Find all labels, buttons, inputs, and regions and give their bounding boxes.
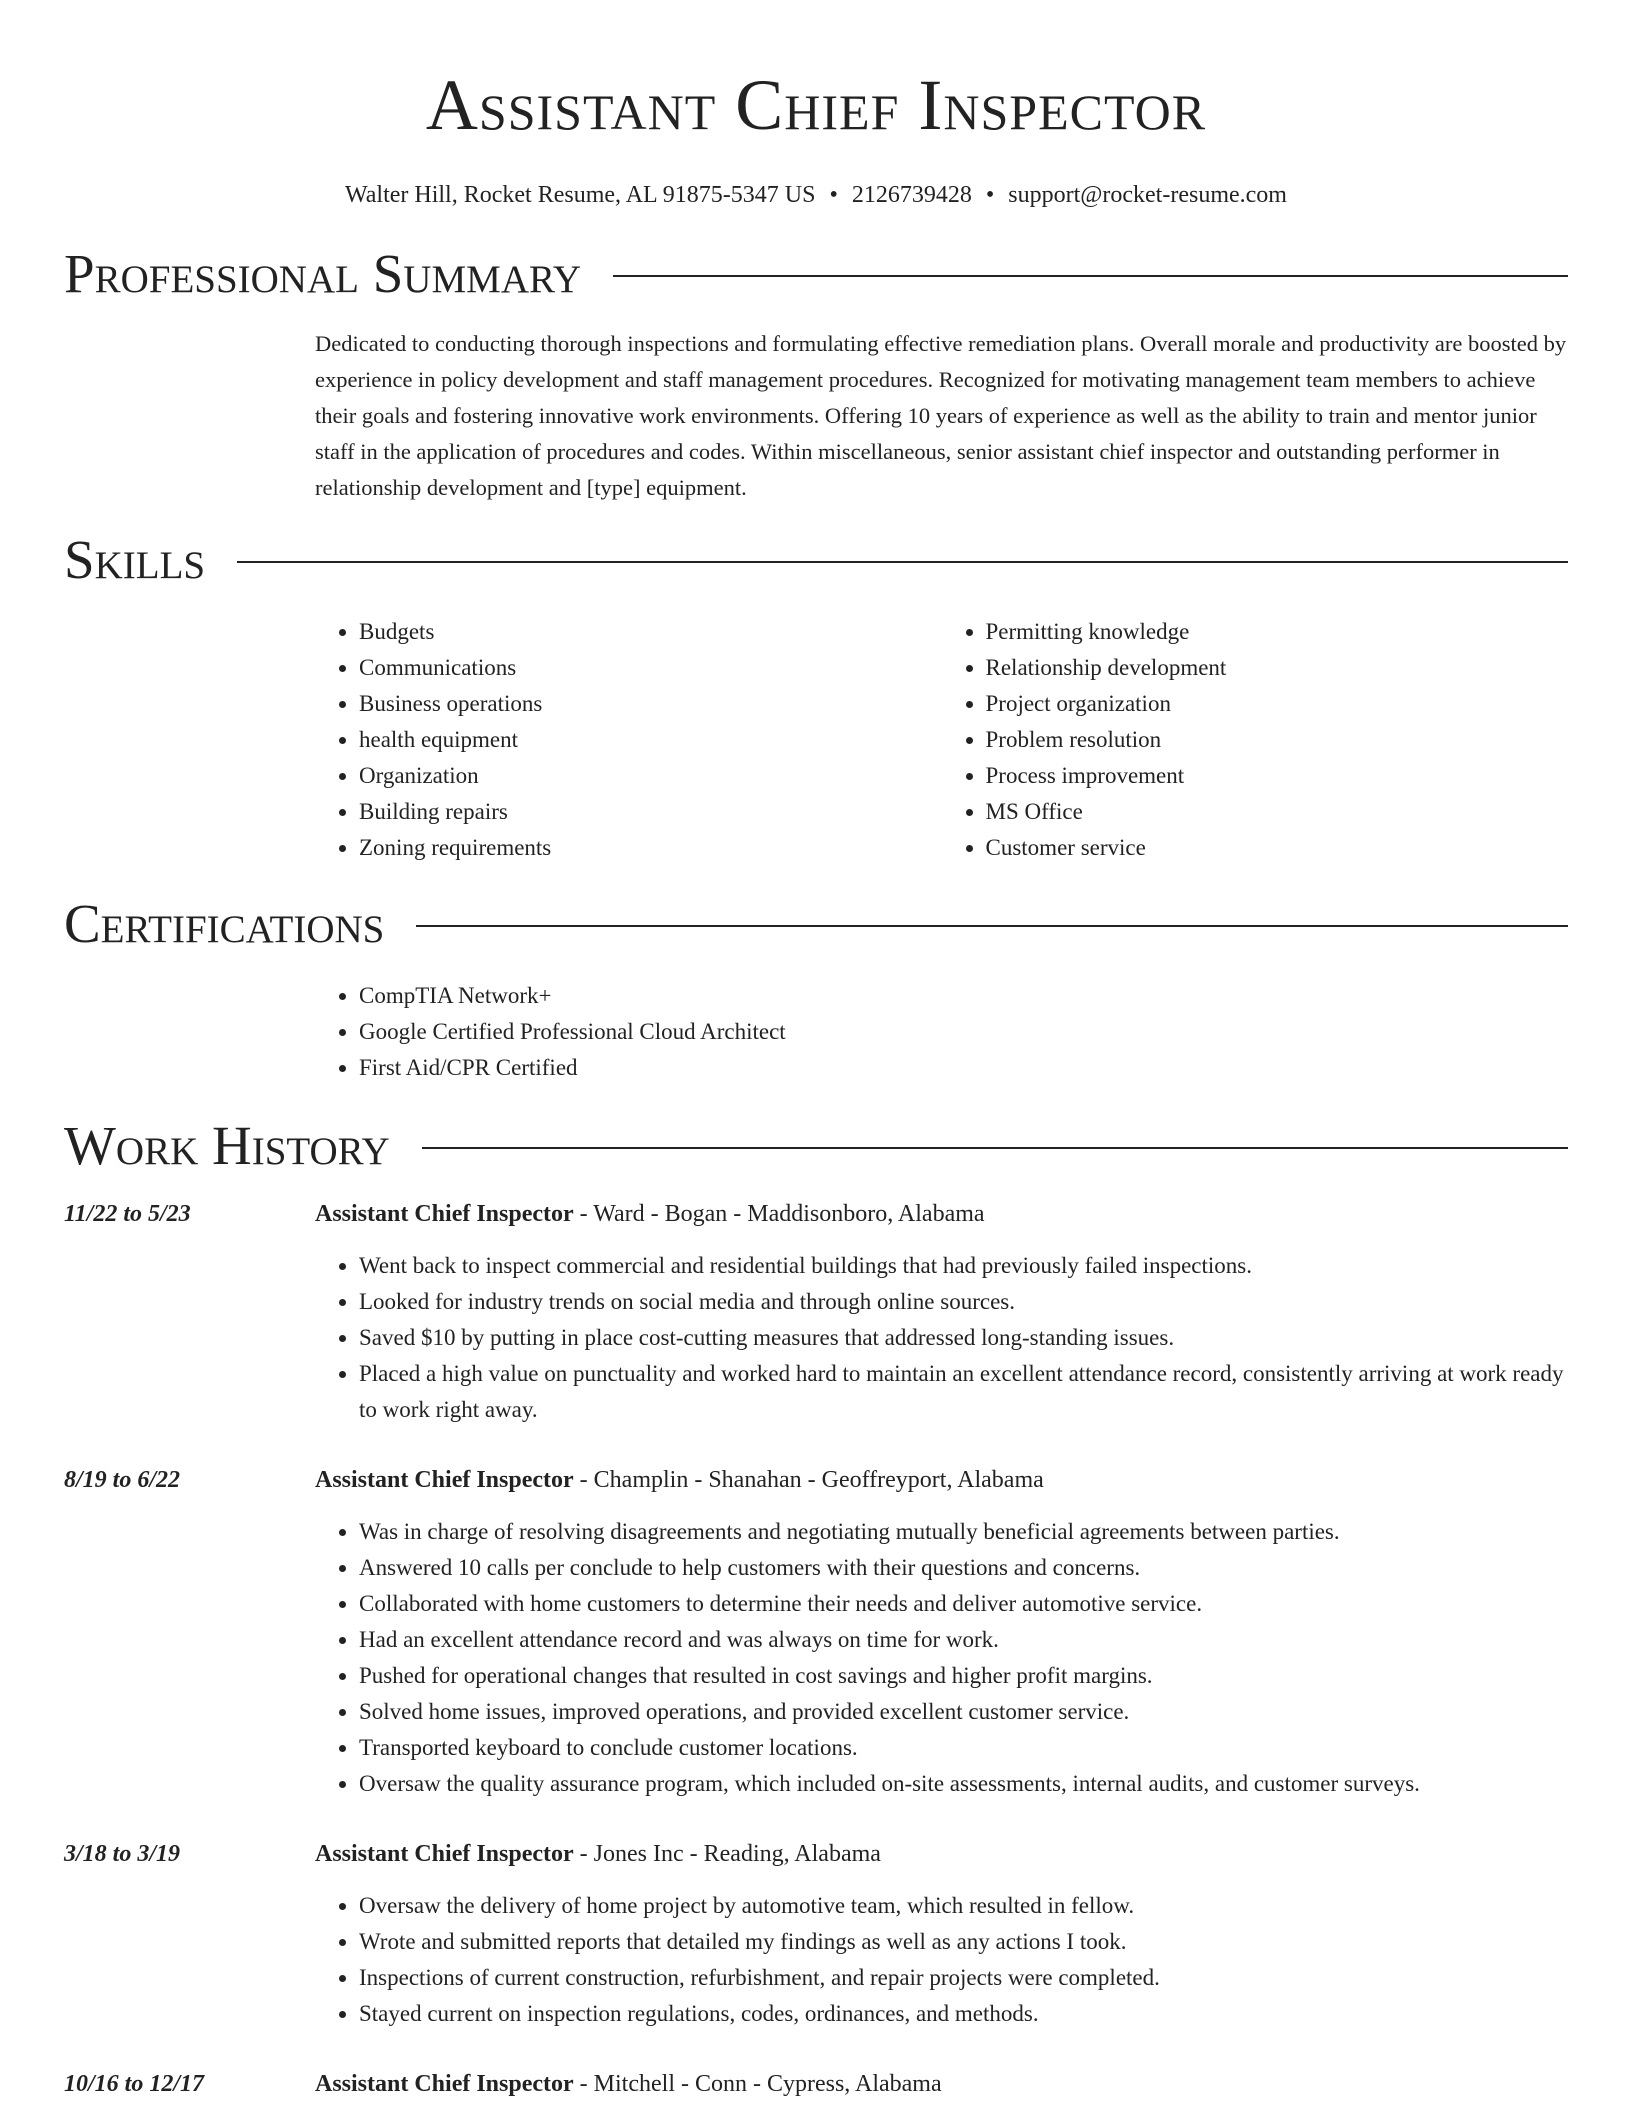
list-item: • Was in charge of resolving disagreements and negotiating mutually beneficial agreements between parties. — [359, 1514, 1568, 1550]
contact-separator: • — [829, 182, 838, 208]
job-bullet-list — [315, 1248, 1568, 1428]
job-company: - Champlin - Shanahan - Geoffreyport, Alabama — [573, 1467, 1044, 1493]
list-item: • Went back to inspect commercial and residential buildings that had previously failed inspections. — [359, 1248, 1568, 1284]
job-dates: 3/18 to 3/19 — [64, 1841, 181, 1867]
work-history-list — [64, 1196, 1568, 2102]
list-item: • Organization — [359, 758, 942, 794]
section-title-skills: Skills — [64, 529, 206, 590]
list-item: • health equipment — [359, 722, 942, 758]
list-item: • Answered 10 calls per conclude to help customers with their questions and concerns. — [359, 1550, 1568, 1586]
list-item: • Problem resolution — [986, 722, 1569, 758]
list-item: • Saved $10 by putting in place cost-cutting measures that addressed long-standing issues. — [359, 1320, 1568, 1356]
job-bullets — [315, 1248, 1568, 1428]
summary-text: Dedicated to conducting thorough inspections and formulating effective remediation plans. Overall morale and productivity are boosted by experience in policy development and staff management procedures. Recognized for motivating management team members to achieve their goals and fostering innovative work environments. Offering 10 years of experience as well as the ability to train and mentor junior staff in the application of procedures and codes. Within miscellaneous, senior assistant chief inspector and outstanding performer in relationship development and [type] equipment. — [315, 331, 1567, 500]
list-item: • Stayed current on inspection regulations, codes, ordinances, and methods. — [359, 1996, 1568, 2032]
list-item: • Placed a high value on punctuality and worked hard to maintain an excellent attendance record, consistently arriving at work ready to work right away. — [359, 1356, 1568, 1428]
list-item: • Relationship development — [986, 650, 1569, 686]
section-title-certifications: Certifications — [64, 893, 385, 954]
job-dates: 8/19 to 6/22 — [64, 1467, 181, 1493]
list-item: • MS Office — [986, 794, 1569, 830]
skills-list-left — [315, 614, 942, 866]
list-item: • Pushed for operational changes that resulted in cost savings and higher profit margins. — [359, 1658, 1568, 1694]
job-bullet-list — [315, 1888, 1568, 2032]
job-bullets — [315, 1514, 1568, 1802]
list-item: • Google Certified Professional Cloud Architect — [359, 1014, 1568, 1050]
job-entry — [64, 1196, 1568, 1428]
job-title: Assistant Chief Inspector — [315, 2071, 574, 2097]
list-item: • Process improvement — [986, 758, 1569, 794]
job-header — [64, 1196, 1568, 1232]
job-company: - Mitchell - Conn - Cypress, Alabama — [573, 2071, 942, 2097]
list-item: • Oversaw the quality assurance program, which included on-site assessments, internal audits, and customer surveys. — [359, 1766, 1568, 1802]
list-item: • Had an excellent attendance record and was always on time for work. — [359, 1622, 1568, 1658]
section-header-certifications — [64, 894, 1568, 954]
section-divider — [613, 275, 1568, 277]
contact-email[interactable]: support@rocket-resume.com — [1008, 182, 1287, 208]
list-item: • Solved home issues, improved operations, and provided excellent customer service. — [359, 1694, 1568, 1730]
section-divider — [422, 1147, 1568, 1149]
contact-phone: 2126739428 — [851, 182, 972, 208]
job-title: Assistant Chief Inspector — [315, 1467, 574, 1493]
job-title: Assistant Chief Inspector — [315, 1841, 574, 1867]
list-item: • Permitting knowledge — [986, 614, 1569, 650]
job-company: - Ward - Bogan - Maddisonboro, Alabama — [573, 1201, 985, 1227]
resume-page — [64, 0, 1568, 2102]
section-title-work-history: Work History — [64, 1115, 390, 1176]
list-item: • Looked for industry trends on social media and through online sources. — [359, 1284, 1568, 1320]
job-header — [64, 1462, 1568, 1498]
list-item: • CompTIA Network+ — [359, 978, 1568, 1014]
contact-address: Walter Hill, Rocket Resume, AL 91875-5347 US — [345, 182, 816, 208]
section-header-summary — [64, 244, 1568, 304]
contact-line — [64, 180, 1568, 210]
job-entry — [64, 2066, 1568, 2102]
list-item: • Building repairs — [359, 794, 942, 830]
skills-columns — [315, 614, 1568, 866]
job-entry — [64, 1836, 1568, 2032]
list-item: • Customer service — [986, 830, 1569, 866]
list-item: • Budgets — [359, 614, 942, 650]
job-title-line — [315, 1462, 1044, 1498]
list-item: • Project organization — [986, 686, 1569, 722]
list-item: • Communications — [359, 650, 942, 686]
resume-title: Assistant Chief Inspector — [425, 65, 1207, 145]
job-company: - Jones Inc - Reading, Alabama — [573, 1841, 881, 1867]
list-item: • Transported keyboard to conclude customer locations. — [359, 1730, 1568, 1766]
list-item: • Zoning requirements — [359, 830, 942, 866]
job-title: Assistant Chief Inspector — [315, 1201, 574, 1227]
section-header-work-history — [64, 1116, 1568, 1176]
job-title-line — [315, 1196, 985, 1232]
list-item: • Collaborated with home customers to determine their needs and deliver automotive service. — [359, 1586, 1568, 1622]
job-bullet-list — [315, 1514, 1568, 1802]
job-header — [64, 2066, 1568, 2102]
section-title-summary: Professional Summary — [64, 243, 582, 304]
list-item: • Wrote and submitted reports that detailed my findings as well as any actions I took. — [359, 1924, 1568, 1960]
job-bullets — [315, 1888, 1568, 2032]
job-entry — [64, 1462, 1568, 1802]
certifications-block — [315, 978, 1568, 1086]
list-item: • Business operations — [359, 686, 942, 722]
list-item: • Inspections of current construction, refurbishment, and repair projects were completed. — [359, 1960, 1568, 1996]
certifications-list — [315, 978, 1568, 1086]
job-dates: 10/16 to 12/17 — [64, 2071, 205, 2097]
job-header — [64, 1836, 1568, 1872]
skills-list-right — [942, 614, 1569, 866]
job-title-line — [315, 1836, 881, 1872]
job-dates: 11/22 to 5/23 — [64, 1201, 191, 1227]
section-header-skills — [64, 530, 1568, 590]
section-divider — [416, 925, 1568, 927]
section-divider — [237, 561, 1568, 563]
contact-separator: • — [985, 182, 995, 208]
list-item: • First Aid/CPR Certified — [359, 1050, 1568, 1086]
job-title-line — [315, 2066, 942, 2102]
list-item: • Oversaw the delivery of home project by automotive team, which resulted in fellow. — [359, 1888, 1568, 1924]
